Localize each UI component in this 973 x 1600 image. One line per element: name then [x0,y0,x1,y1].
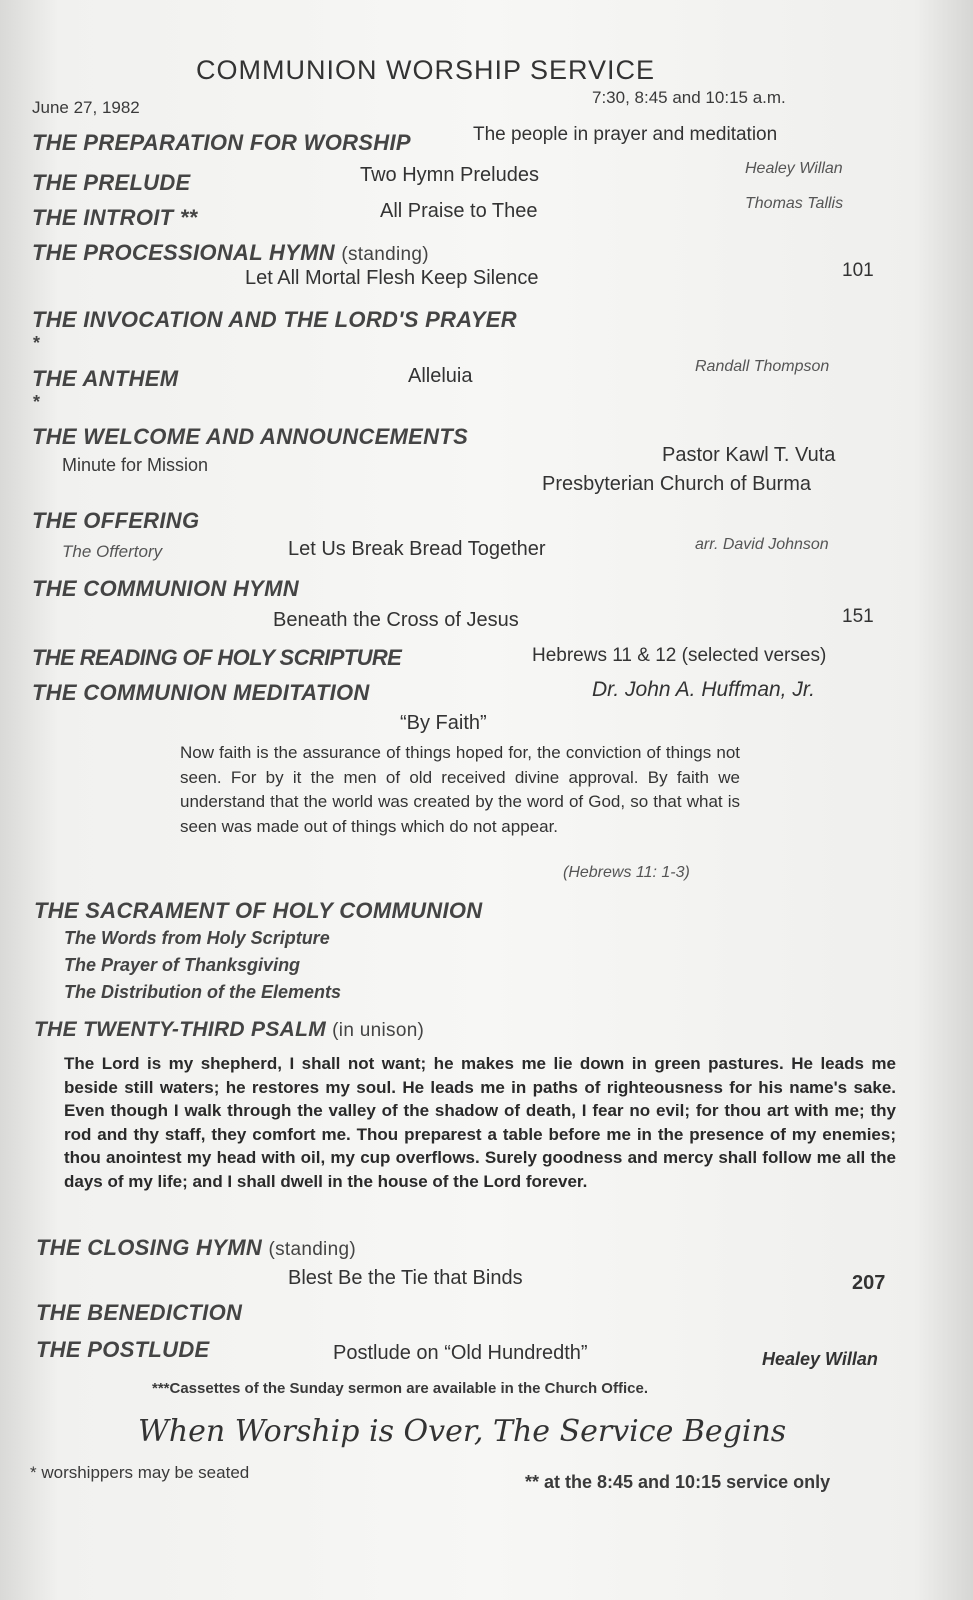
offertory-composer: arr. David Johnson [695,536,829,553]
psalm-label [34,1018,424,1042]
scripture-text: Hebrews 11 & 12 (selected verses) [532,645,827,666]
anthem-label: THE ANTHEM [32,366,179,391]
welcome-speaker: Pastor Kawl T. Vuta [662,444,836,466]
closing-hymn-label-text: THE CLOSING HYMN [36,1235,263,1260]
processional-label [32,240,429,266]
communion-hymn-label: THE COMMUNION HYMN [32,576,299,601]
processional-note: (standing) [341,244,429,265]
communion-hymn-number: 151 [842,606,874,627]
sacrament-item: The Words from Holy Scripture [64,928,330,948]
footnote-service-only: ** at the 8:45 and 10:15 service only [525,1472,831,1492]
welcome-label: THE WELCOME AND ANNOUNCEMENTS [32,424,469,449]
benediction-label: THE BENEDICTION [36,1300,243,1325]
introit-title: All Praise to Thee [380,200,538,222]
communion-hymn-title: Beneath the Cross of Jesus [273,609,519,631]
postlude-composer: Healey Willan [762,1349,878,1369]
processional-number: 101 [842,260,874,281]
processional-label-text: THE PROCESSIONAL HYMN [32,240,335,265]
service-date: June 27, 1982 [32,98,140,117]
welcome-org: Presbyterian Church of Burma [542,473,812,495]
sacrament-item: The Distribution of the Elements [64,982,342,1002]
preparation-label: THE PREPARATION FOR WORSHIP [32,130,411,155]
meditation-title: “By Faith” [400,712,487,734]
invocation-label: THE INVOCATION AND THE LORD'S PRAYER [32,307,517,332]
sacrament-label: THE SACRAMENT OF HOLY COMMUNION [34,898,483,923]
offertory-label: The Offertory [62,542,163,561]
closing-hymn-title: Blest Be the Tie that Binds [288,1267,523,1289]
meditation-speaker: Dr. John A. Huffman, Jr. [592,678,815,701]
anthem-title: Alleluia [408,365,473,387]
processional-title: Let All Mortal Flesh Keep Silence [245,267,539,289]
prelude-title: Two Hymn Preludes [360,164,539,186]
meditation-quote: Now faith is the assurance of things hoped for, the conviction of things not seen. For by it the men of old received divine approval. By faith we understand that the world was created by the word of God, so that what is seen was made out of things which do not appear. [180,743,740,836]
service-times: 7:30, 8:45 and 10:15 a.m. [592,88,786,107]
meditation-citation: (Hebrews 11: 1-3) [563,864,690,881]
offering-label: THE OFFERING [32,508,200,533]
anthem-composer: Randall Thompson [695,358,830,375]
psalm-label-text: THE TWENTY-THIRD PSALM [34,1018,327,1041]
cassettes-note: ***Cassettes of the Sunday sermon are available in the Church Office. [152,1380,648,1397]
postlude-label: THE POSTLUDE [36,1337,210,1362]
closing-hymn-number: 207 [852,1272,886,1294]
introit-composer: Thomas Tallis [745,195,844,212]
introit-label: THE INTROIT ** [32,205,198,230]
scripture-label: THE READING OF HOLY SCRIPTURE [32,645,402,670]
closing-motto: When Worship is Over, The Service Begins [138,1414,787,1449]
closing-hymn-note: (standing) [268,1239,356,1260]
psalm-note: (in unison) [332,1020,425,1041]
page-title: COMMUNION WORSHIP SERVICE [196,55,656,85]
prelude-composer: Healey Willan [745,160,843,177]
meditation-label: THE COMMUNION MEDITATION [32,680,370,705]
preparation-text: The people in prayer and meditation [473,124,778,145]
closing-hymn-label [36,1235,356,1261]
psalm-text: The Lord is my shepherd, I shall not want; he makes me lie down in green pastures. He leads me beside still waters; he restores my soul. He leads me in paths of righteousness for his name's sake. Even though I walk through the valley of the shadow of death, I fear no evil; for thou art with me; thy rod and thy staff, they comfort me. Thou preparest a table before me in the presence of my enemies; thou anointest my head with oil, my cup overflows. Surely goodness and mercy shall follow me all the days of my life; and I shall dwell in the house of the Lord forever. [64,1054,896,1191]
seated-marker: * [33,392,41,412]
welcome-sub: Minute for Mission [62,455,209,475]
offertory-title: Let Us Break Bread Together [288,538,546,560]
seated-marker: * [33,333,41,353]
prelude-label: THE PRELUDE [32,170,191,195]
footnote-seated: * worshippers may be seated [30,1463,250,1482]
postlude-title: Postlude on “Old Hundredth” [333,1342,588,1364]
sacrament-item: The Prayer of Thanksgiving [64,955,301,975]
